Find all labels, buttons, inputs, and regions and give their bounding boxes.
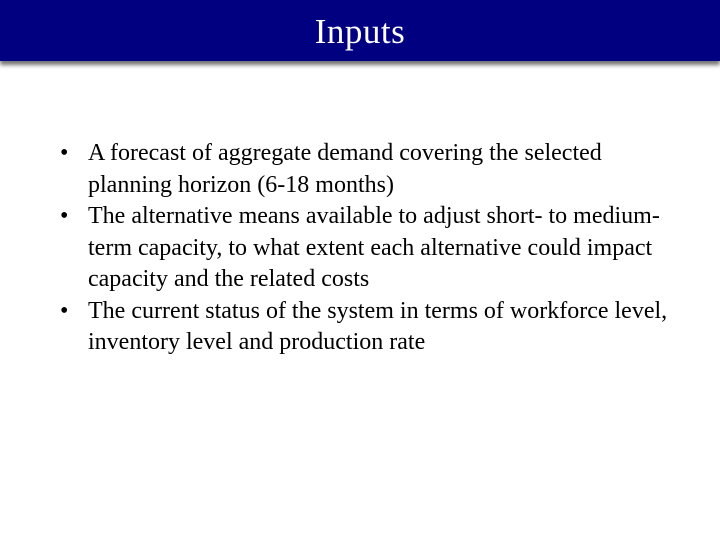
title-bar [0,0,720,61]
bullet-text: The alternative means available to adjust short- to medium-term capacity, to what extent each alternative could impact capacity and the related costs [88,203,660,292]
bullet-item [60,201,680,296]
bullet-item [60,296,680,359]
bullet-item [60,138,680,201]
bullet-dot-icon: • [60,140,69,166]
slide-title: Inputs [314,12,406,51]
bullet-dot-icon: • [60,297,69,324]
bullet-text: A forecast of aggregate demand covering the selected planning horizon (6-18 months) [88,140,602,198]
bullet-text: The current status of the system in terms of workforce level, inventory level and production rate [88,297,668,355]
bullet-list [60,138,680,359]
bullet-dot-icon: • [60,203,69,229]
